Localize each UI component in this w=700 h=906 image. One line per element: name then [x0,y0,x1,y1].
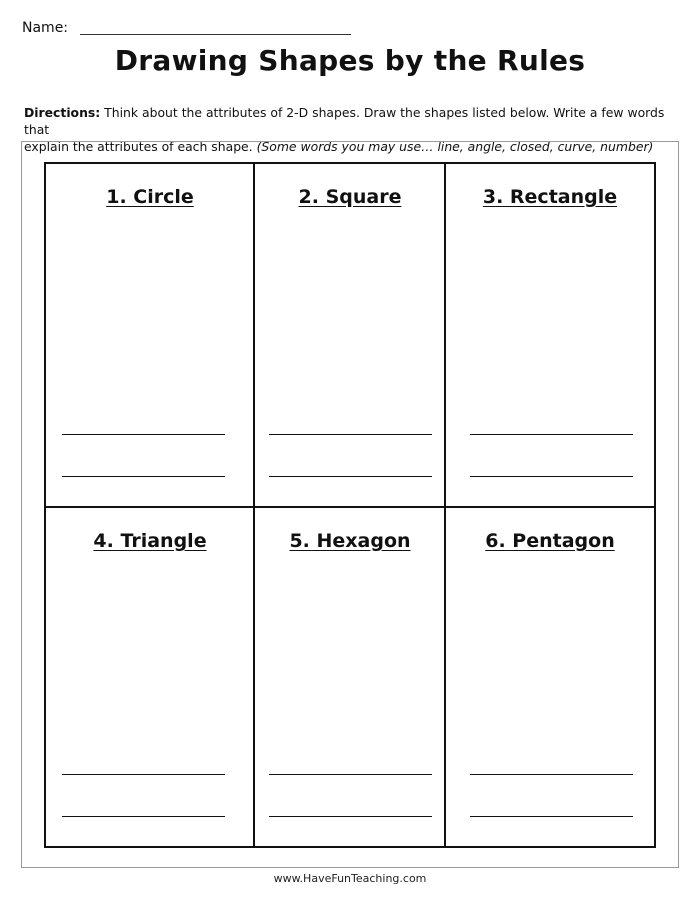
answer-line-2[interactable] [269,816,432,817]
cell-title-circle: 1. Circle [106,186,194,208]
shape-cell-circle[interactable] [46,164,254,507]
directions-hint: (Some words you may use… line, angle, closed, curve, number) [256,139,654,154]
shapes-grid [44,162,656,848]
answer-line-2[interactable] [62,816,225,817]
shape-cell-pentagon[interactable] [446,508,654,846]
shape-cell-hexagon[interactable] [255,508,445,846]
name-row [22,20,68,36]
directions-text-line1: Think about the attributes of 2-D shapes. Draw the shapes listed below. Write a few words that [24,105,665,137]
answer-line-2[interactable] [470,476,633,477]
shape-cell-rectangle[interactable] [446,164,654,507]
shape-cell-triangle[interactable] [46,508,254,846]
page-title: Drawing Shapes by the Rules [114,44,586,77]
answer-line-2[interactable] [269,476,432,477]
answer-line-1[interactable] [62,434,225,435]
answer-line-1[interactable] [62,774,225,775]
directions-label: Directions: [24,105,101,120]
footer-url: www.HaveFunTeaching.com [273,872,427,885]
answer-line-1[interactable] [470,434,633,435]
answer-line-2[interactable] [62,476,225,477]
cell-title-square: 2. Square [298,186,402,208]
cell-title-triangle: 4. Triangle [93,530,207,552]
cell-title-pentagon: 6. Pentagon [485,530,615,552]
name-label: Name: [22,20,69,36]
name-write-line[interactable] [80,34,351,35]
cell-title-hexagon: 5. Hexagon [289,530,411,552]
answer-line-2[interactable] [470,816,633,817]
shape-cell-square[interactable] [255,164,445,507]
answer-line-1[interactable] [269,774,432,775]
answer-line-1[interactable] [470,774,633,775]
directions-text-line2: explain the attributes of each shape. [24,139,257,154]
answer-line-1[interactable] [269,434,432,435]
cell-title-rectangle: 3. Rectangle [482,186,618,208]
